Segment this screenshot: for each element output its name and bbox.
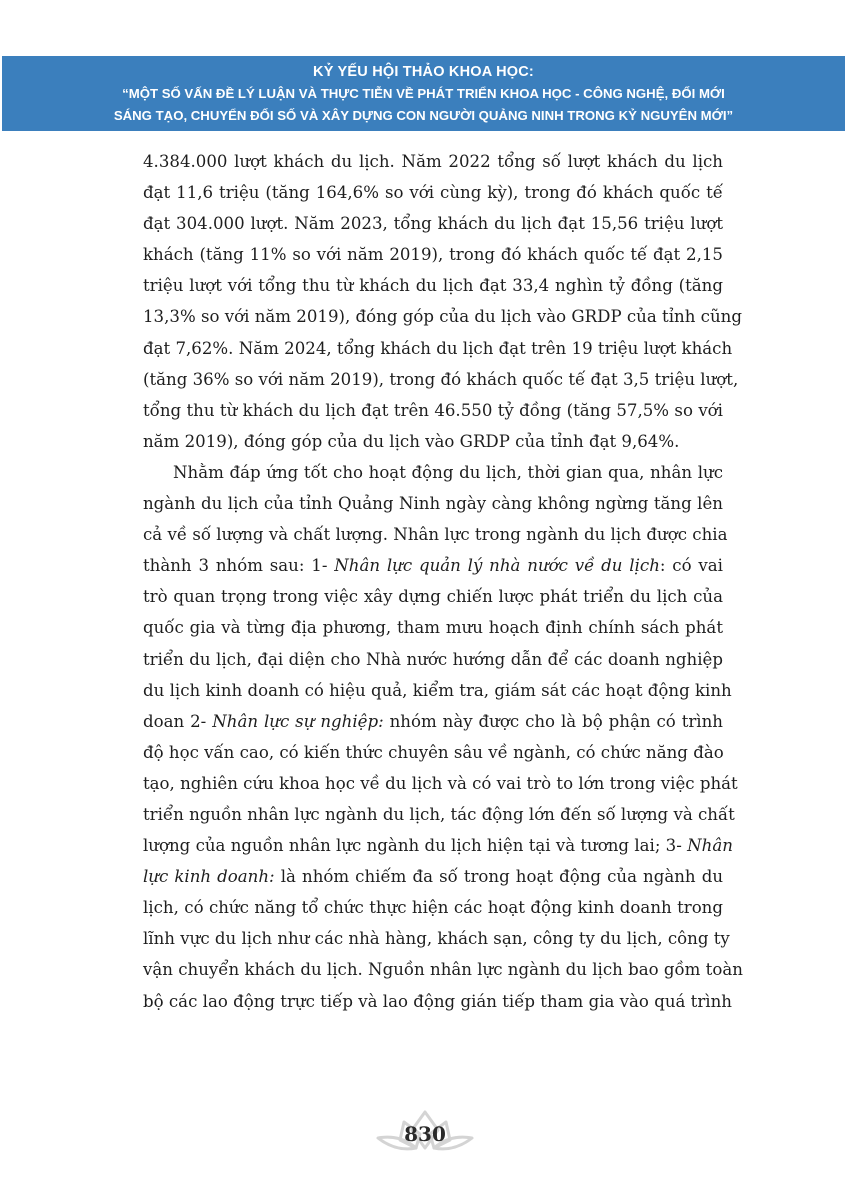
text-line: quốc gia và từng địa phương, tham mưu hoạch định chính sách phát bbox=[143, 618, 723, 638]
text-line: tạo, nghiên cứu khoa học về du lịch và có vai trò to lớn trong việc phát bbox=[143, 773, 738, 793]
text-line bbox=[143, 706, 723, 737]
header-banner bbox=[2, 56, 845, 131]
paragraph-start-line: Nhằm đáp ứng tốt cho hoạt động du lịch, thời gian qua, nhân lực bbox=[173, 462, 723, 482]
page-footer bbox=[360, 1108, 490, 1158]
text-line: khách (tăng 11% so với năm 2019), trong đó khách quốc tế đạt 2,15 bbox=[143, 245, 723, 265]
page-number: 830 bbox=[404, 1122, 446, 1146]
text-line: 4.384.000 lượt khách du lịch. Năm 2022 tổng số lượt khách du lịch bbox=[143, 152, 723, 171]
text-line bbox=[143, 830, 733, 861]
text-segment: : có vai bbox=[659, 556, 723, 576]
italic-term: Nhân bbox=[687, 836, 733, 856]
body-text bbox=[143, 146, 743, 1017]
text-line: trò quan trọng trong việc xây dựng chiến lược phát triển du lịch của bbox=[143, 587, 723, 607]
text-line: vận chuyển khách du lịch. Nguồn nhân lực ngành du lịch bao gồm toàn bbox=[143, 960, 743, 980]
text-segment: thành 3 nhóm sau: 1- bbox=[143, 556, 335, 576]
italic-term: Nhân lực quản lý nhà nước về du lịch bbox=[334, 556, 660, 576]
text-line: triển du lịch, đại diện cho Nhà nước hướng dẫn để các doanh nghiệp bbox=[143, 649, 723, 669]
conference-title-line-1: “MỘT SỐ VẤN ĐỀ LÝ LUẬN VÀ THỰC TIỄN VỀ PHÁT TRIỂN KHOA HỌC - CÔNG NGHỆ, ĐỔI MỚI bbox=[122, 86, 725, 101]
text-segment: nhóm này được cho là bộ phận có trình bbox=[383, 711, 723, 731]
text-line: triệu lượt với tổng thu từ khách du lịch đạt 33,4 nghìn tỷ đồng (tăng bbox=[143, 276, 723, 296]
text-line: tổng thu từ khách du lịch đạt trên 46.550 tỷ đồng (tăng 57,5% so với bbox=[143, 400, 723, 420]
text-line: độ học vấn cao, có kiến thức chuyên sâu về ngành, có chức năng đào bbox=[143, 742, 724, 762]
conference-title-line-2: SÁNG TẠO, CHUYỂN ĐỔI SỐ VÀ XÂY DỰNG CON NGƯỜI QUẢNG NINH TRONG KỶ NGUYÊN MỚI” bbox=[113, 108, 734, 123]
text-line: du lịch kinh doanh có hiệu quả, kiểm tra, giám sát các hoạt động kinh bbox=[143, 680, 732, 700]
text-line: lĩnh vực du lịch như các nhà hàng, khách sạn, công ty du lịch, công ty bbox=[143, 929, 730, 949]
italic-term: lực kinh doanh: bbox=[143, 867, 275, 887]
text-line: ngành du lịch của tỉnh Quảng Ninh ngày càng không ngừng tăng lên bbox=[143, 494, 723, 514]
proceedings-title: KỶ YẾU HỘI THẢO KHOA HỌC: bbox=[313, 64, 534, 80]
text-segment: doan 2- bbox=[143, 711, 213, 731]
text-line bbox=[143, 550, 723, 581]
text-line: cả về số lượng và chất lượng. Nhân lực trong ngành du lịch được chia bbox=[143, 525, 728, 545]
text-segment: lượng của nguồn nhân lực ngành du lịch hiện tại và tương lai; 3- bbox=[143, 836, 688, 856]
italic-term: Nhân lực sự nghiệp: bbox=[212, 711, 384, 731]
text-line: (tăng 36% so với năm 2019), trong đó khách quốc tế đạt 3,5 triệu lượt, bbox=[143, 369, 739, 389]
text-line: triển nguồn nhân lực ngành du lịch, tác động lớn đến số lượng và chất bbox=[143, 804, 735, 824]
text-line: bộ các lao động trực tiếp và lao động gián tiếp tham gia vào quá trình bbox=[143, 991, 732, 1011]
text-line: lịch, có chức năng tổ chức thực hiện các hoạt động kinh doanh trong bbox=[143, 898, 723, 918]
text-line: đạt 11,6 triệu (tăng 164,6% so với cùng kỳ), trong đó khách quốc tế bbox=[143, 183, 723, 203]
text-segment: là nhóm chiếm đa số trong hoạt động của ngành du bbox=[274, 867, 724, 887]
text-line: đạt 7,62%. Năm 2024, tổng khách du lịch đạt trên 19 triệu lượt khách bbox=[143, 338, 733, 358]
text-line: năm 2019), đóng góp của du lịch vào GRDP của tỉnh đạt 9,64%. bbox=[143, 431, 680, 451]
text-line bbox=[143, 861, 723, 892]
text-line: 13,3% so với năm 2019), đóng góp của du lịch vào GRDP của tỉnh cũng bbox=[143, 307, 742, 327]
text-line: đạt 304.000 lượt. Năm 2023, tổng khách du lịch đạt 15,56 triệu lượt bbox=[143, 214, 723, 234]
